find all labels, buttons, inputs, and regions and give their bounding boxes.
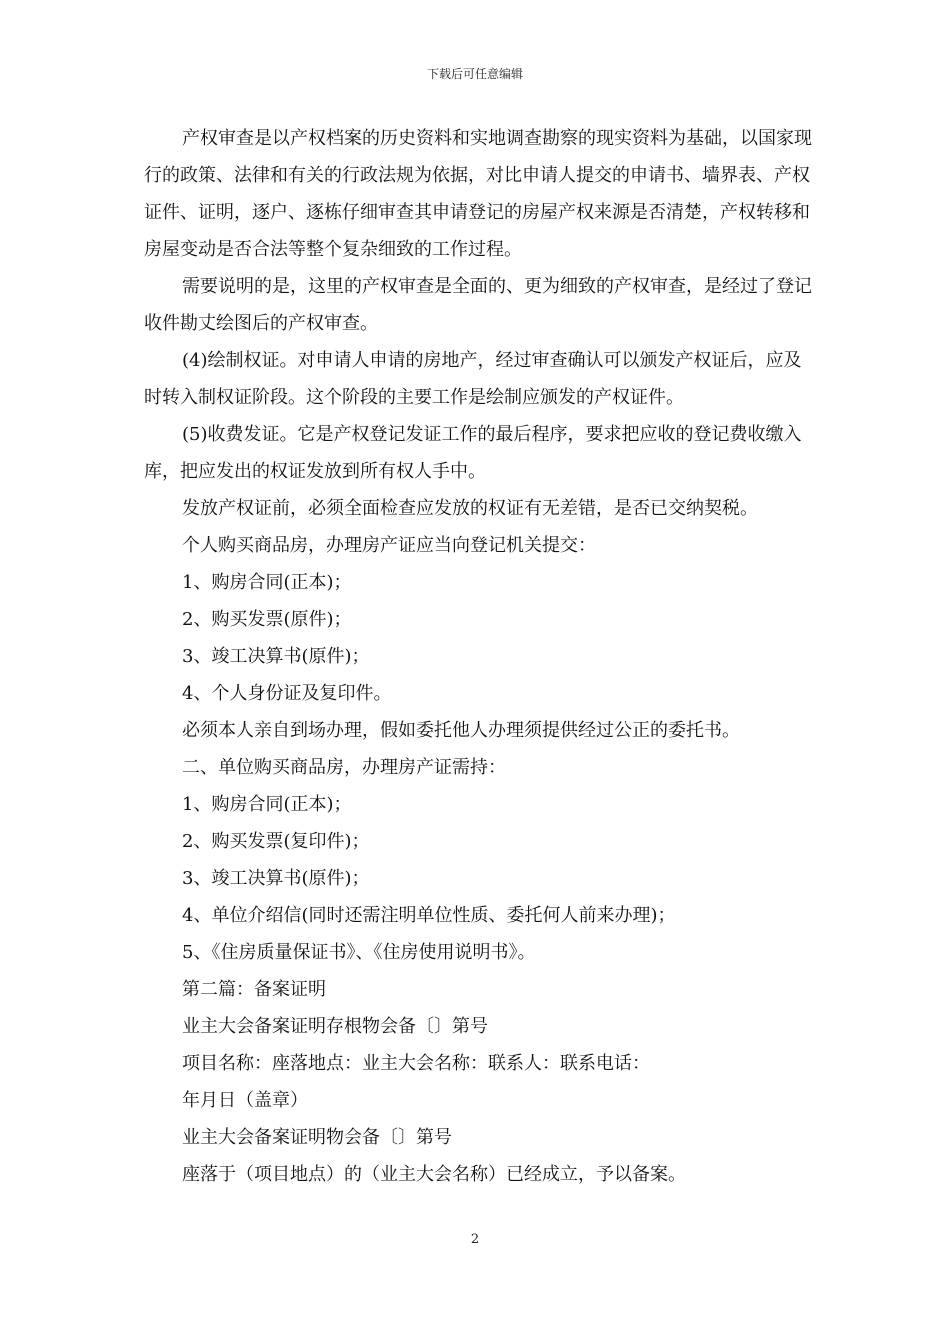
list-item: 4、单位介绍信(同时还需注明单位性质、委托何人前来办理)； xyxy=(182,905,676,926)
list-item: 2、购买发票(复印件)； xyxy=(182,831,370,852)
paragraph-located: 座落于（项目地点）的（业主大会名称）已经成立，予以备案。 xyxy=(182,1164,686,1185)
document-body xyxy=(144,120,814,1193)
paragraph-check-before-issue: 发放产权证前，必须全面检查应发放的权证有无差错，是否已交纳契税。 xyxy=(182,498,758,519)
page-number: 2 xyxy=(470,1232,480,1247)
paragraph-personal-purchase: 个人购买商品房，办理房产证应当向登记机关提交： xyxy=(182,535,596,556)
paragraph-draw-certificate: (4)绘制权证。对申请人申请的房地产，经过审查确认可以颁发产权证后，应及时转入制权证阶段。这个阶段的主要工作是绘制应颁发的产权证件。 xyxy=(144,350,802,408)
paragraph-in-person: 必须本人亲自到场办理，假如委托他人办理须提供经过公正的委托书。 xyxy=(182,720,740,741)
list-item: 3、竣工决算书(原件)； xyxy=(182,868,370,889)
paragraph-fee-issue: (5)收费发证。它是产权登记发证工作的最后程序，要求把应收的登记费收缴入库，把应发出的权证发放到所有权人手中。 xyxy=(144,424,802,482)
paragraph-note: 需要说明的是，这里的产权审查是全面的、更为细致的产权审查，是经过了登记收件勘丈绘图后的产权审查。 xyxy=(144,276,812,334)
list-item: 1、购房合同(正本)； xyxy=(182,572,352,593)
section-heading: 第二篇：备案证明 xyxy=(182,979,326,1000)
paragraph-unit-purchase: 二、单位购买商品房，办理房产证需持： xyxy=(182,757,506,778)
page-header: 下载后可任意编辑 xyxy=(426,67,523,81)
list-item: 3、竣工决算书(原件)； xyxy=(182,646,370,667)
list-item: 2、购买发票(原件)； xyxy=(182,609,352,630)
paragraph-date-seal: 年月日（盖章） xyxy=(182,1090,308,1111)
list-item: 5、《住房质量保证书》、《住房使用说明书》。 xyxy=(182,942,536,963)
list-item: 1、购房合同(正本)； xyxy=(182,794,352,815)
paragraph-property-review: 产权审查是以产权档案的历史资料和实地调查勘察的现实资料为基础，以国家现行的政策、法律和有关的行政法规为依据，对比申请人提交的申请书、墙界表、产权证件、证明，逐户、逐栋仔细审查其申请登记的房屋产权来源是否清楚，产权转移和房屋变动是否合法等整个复杂细致的工作过程。 xyxy=(144,128,812,260)
paragraph-stub-title: 业主大会备案证明存根物会备〔〕第号 xyxy=(182,1016,488,1037)
list-item: 4、个人身份证及复印件。 xyxy=(182,683,392,704)
paragraph-certificate-title: 业主大会备案证明物会备〔〕第号 xyxy=(182,1127,452,1148)
paragraph-project-fields: 项目名称：座落地点：业主大会名称：联系人：联系电话： xyxy=(182,1053,650,1074)
